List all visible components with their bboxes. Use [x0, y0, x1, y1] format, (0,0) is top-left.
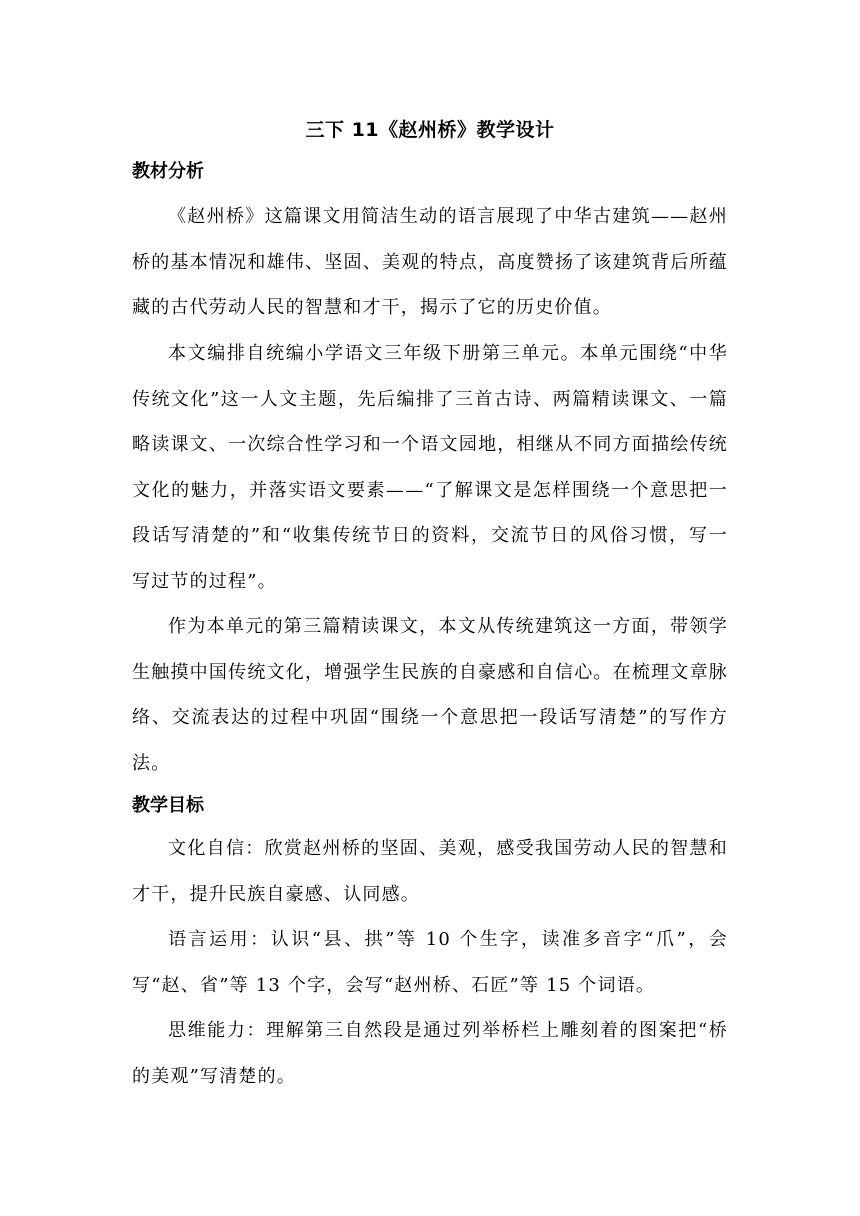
paragraph-unit-arrangement: 本文编排自统编小学语文三年级下册第三单元。本单元围绕“中华传统文化”这一人文主题，先后编排了三首古诗、两篇精读课文、一篇略读课文、一次综合性学习和一个语文园地，相继从不同方面描绘传统文化的魅力，并落实语文要素——“了解课文是怎样围绕一个意思把一段话写清楚的”和“收集传统节日的资料，交流节日的风俗习惯，写一写过节的过程”。	[132, 343, 728, 592]
document-title: 三下 11《赵州桥》教学设计	[305, 119, 555, 141]
section-heading-textbook-analysis: 教材分析	[132, 161, 204, 182]
paragraph-intro: 《赵州桥》这篇课文用简洁生动的语言展现了中华古建筑——赵州桥的基本情况和雄伟、坚固、美观的特点，高度赞扬了该建筑背后所蕴藏的古代劳动人民的智慧和才干，揭示了它的历史价值。	[132, 206, 728, 318]
paragraph-goal-cultural-confidence: 文化自信：欣赏赵州桥的坚固、美观，感受我国劳动人民的智慧和才干，提升民族自豪感、认同感。	[132, 838, 728, 905]
paragraph-lesson-position: 作为本单元的第三篇精读课文，本文从传统建筑这一方面，带领学生触摸中国传统文化，增强学生民族的自豪感和自信心。在梳理文章脉络、交流表达的过程中巩固“围绕一个意思把一段话写清楚”的写作方法。	[132, 616, 728, 774]
paragraph-goal-language-use: 语言运用：认识“县、拱”等 10 个生字，读准多音字“爪”，会写“赵、省”等 13 个字，会写“赵州桥、石匠”等 15 个词语。	[132, 929, 728, 996]
paragraph-goal-thinking-ability: 思维能力：理解第三自然段是通过列举桥栏上雕刻着的图案把“桥的美观”写清楚的。	[132, 1020, 728, 1087]
section-heading-teaching-goals: 教学目标	[132, 795, 204, 816]
